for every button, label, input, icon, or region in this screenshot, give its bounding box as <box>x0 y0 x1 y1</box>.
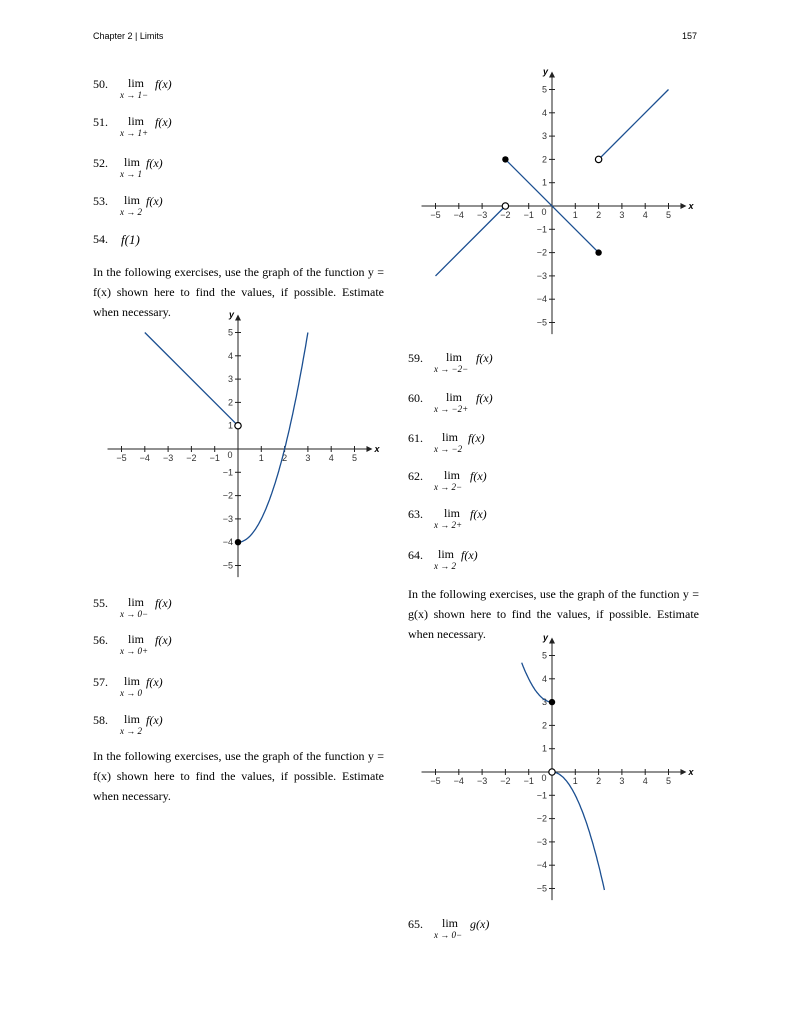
y-tick-label: 4 <box>227 350 233 361</box>
exercise-number: 56. <box>93 633 108 647</box>
y-tick-label: 1 <box>541 177 547 188</box>
lim-subscript: x → 1 <box>120 169 142 179</box>
lim-word: lim <box>128 76 145 90</box>
running-header: Chapter 2 | Limits <box>93 31 164 41</box>
function-expression: f(x) <box>146 713 163 727</box>
x-tick-label: 1 <box>258 453 264 463</box>
function-expression: f(x) <box>476 351 493 365</box>
lim-word: lim <box>128 632 145 646</box>
function-expression: f(1) <box>121 232 140 247</box>
x-tick-label: −4 <box>139 453 150 463</box>
lim-word: lim <box>124 712 141 726</box>
y-tick-label: −1 <box>536 224 547 235</box>
x-tick-label: 0 <box>541 773 547 783</box>
function-expression: f(x) <box>155 633 172 647</box>
lim-subscript: x → 2 <box>120 207 142 217</box>
function-expression: f(x) <box>470 469 487 483</box>
x-tick-label: −2 <box>186 453 197 463</box>
x-tick-label: −5 <box>430 776 441 786</box>
x-tick-label: 5 <box>351 453 358 463</box>
y-tick-label: −3 <box>536 836 547 847</box>
exercise-number: 62. <box>408 469 423 483</box>
function-curve <box>552 772 604 890</box>
y-tick-label: 2 <box>541 720 547 731</box>
axes <box>422 633 695 901</box>
exercise-number: 58. <box>93 713 108 727</box>
y-tick-label: −5 <box>536 883 547 894</box>
y-tick-label: −5 <box>536 317 547 328</box>
exercise-number: 51. <box>93 115 108 129</box>
instruction-paragraph: In the following exercises, use the graph of the function y = f(x) shown here to find the values, if possible. Estimate when necessary. <box>93 265 384 319</box>
x-tick-label: −3 <box>476 210 488 220</box>
exercise-number: 63. <box>408 507 423 521</box>
x-axis-label: x <box>688 201 694 211</box>
y-tick-label: −3 <box>222 513 233 524</box>
lim-subscript: x → −2+ <box>434 404 469 414</box>
function-expression: f(x) <box>476 391 493 405</box>
y-axis-label: y <box>229 309 235 320</box>
x-tick-label: 1 <box>572 210 578 220</box>
exercise-number: 53. <box>93 194 108 208</box>
x-axis-label: x <box>374 444 380 454</box>
y-tick-label: 5 <box>541 84 547 95</box>
function-expression: f(x) <box>146 194 163 208</box>
y-tick-label: 5 <box>541 650 547 661</box>
x-tick-label: 3 <box>619 210 625 220</box>
y-tick-label: 4 <box>541 107 547 118</box>
instruction-paragraph: In the following exercises, use the graph of the function y = f(x) shown here to find the values, if possible. Estimate when necessary. <box>93 749 384 803</box>
x-tick-label: −5 <box>430 210 441 220</box>
lim-word: lim <box>446 350 463 364</box>
lim-subscript: x → −2− <box>434 364 469 374</box>
y-tick-label: −4 <box>536 860 547 871</box>
function-expression: f(x) <box>146 675 163 689</box>
x-tick-label: 4 <box>642 210 648 220</box>
exercise-number: 59. <box>408 351 423 365</box>
function-expression: f(x) <box>155 115 172 129</box>
lim-subscript: x → 0 <box>120 688 142 698</box>
lim-subscript: x → 2 <box>434 561 456 571</box>
lim-subscript: x → 2+ <box>434 520 463 530</box>
lim-subscript: x → 0− <box>434 930 463 940</box>
exercise-number: 65. <box>408 917 423 931</box>
x-tick-label: 4 <box>328 453 334 463</box>
function-expression: f(x) <box>468 431 485 445</box>
exercise-number: 54. <box>93 232 108 246</box>
y-tick-label: 1 <box>541 743 547 754</box>
x-tick-label: 0 <box>541 207 547 217</box>
y-tick-label: 2 <box>541 154 547 165</box>
lim-subscript: x → 1− <box>120 90 149 100</box>
closed-point <box>549 699 555 705</box>
x-tick-label: 4 <box>642 776 648 786</box>
x-tick-label: −5 <box>116 453 127 463</box>
lim-subscript: x → 2− <box>434 482 463 492</box>
lim-subscript: x → 0+ <box>120 646 149 656</box>
instruction-paragraph: In the following exercises, use the graph of the function y = g(x) shown here to find the values, if possible. Estimate when necessary. <box>408 587 699 641</box>
y-tick-label: 5 <box>227 327 233 338</box>
lim-subscript: x → −2 <box>434 444 463 454</box>
x-tick-label: 3 <box>619 776 625 786</box>
y-tick-label: −4 <box>536 294 547 305</box>
y-tick-label: −3 <box>536 270 547 281</box>
y-tick-label: −2 <box>536 813 547 824</box>
function-expression: f(x) <box>470 507 487 521</box>
exercise-number: 57. <box>93 675 108 689</box>
open-point <box>549 769 555 775</box>
x-tick-label: 1 <box>572 776 578 786</box>
exercise-number: 61. <box>408 431 423 445</box>
lim-word: lim <box>128 595 145 609</box>
y-tick-label: 3 <box>541 697 547 708</box>
function-expression: f(x) <box>155 77 172 91</box>
x-tick-label: −2 <box>500 210 511 220</box>
y-tick-label: −2 <box>536 247 547 258</box>
lim-word: lim <box>128 114 145 128</box>
exercise-number: 52. <box>93 156 108 170</box>
function-expression: f(x) <box>461 548 478 562</box>
y-tick-label: −4 <box>222 537 233 548</box>
y-tick-label: 3 <box>541 131 547 142</box>
y-tick-label: 4 <box>541 673 547 684</box>
lim-subscript: x → 1+ <box>120 128 149 138</box>
lim-subscript: x → 2 <box>120 726 142 736</box>
exercise-number: 55. <box>93 596 108 610</box>
lim-subscript: x → 0− <box>120 609 149 619</box>
exercise-number: 64. <box>408 548 423 562</box>
x-tick-label: −4 <box>453 776 464 786</box>
x-tick-label: −3 <box>162 453 174 463</box>
x-arrow-icon <box>680 769 686 775</box>
y-tick-label: 1 <box>227 420 233 431</box>
x-tick-label: 0 <box>227 450 233 460</box>
y-tick-label: −2 <box>222 490 233 501</box>
x-tick-label: −1 <box>209 453 220 463</box>
y-tick-label: −1 <box>536 790 547 801</box>
lim-word: lim <box>446 390 463 404</box>
y-tick-label: 3 <box>227 374 233 385</box>
lim-word: lim <box>444 506 461 520</box>
x-tick-label: −1 <box>523 210 534 220</box>
x-axis-label: x <box>688 767 694 777</box>
x-tick-label: −3 <box>476 776 488 786</box>
lim-word: lim <box>438 547 455 561</box>
y-axis-label: y <box>543 632 549 643</box>
x-tick-label: −2 <box>500 776 511 786</box>
x-tick-label: −4 <box>453 210 464 220</box>
y-tick-label: −5 <box>222 560 233 571</box>
function-curve <box>522 663 552 702</box>
function-expression: f(x) <box>146 156 163 170</box>
lim-word: lim <box>444 468 461 482</box>
x-tick-label: 2 <box>596 210 602 220</box>
exercise-number: 50. <box>93 77 108 91</box>
exercise-number: 60. <box>408 391 423 405</box>
y-axis-label: y <box>543 66 549 77</box>
x-tick-label: 2 <box>282 453 288 463</box>
lim-word: lim <box>124 674 141 688</box>
x-tick-label: 5 <box>665 776 672 786</box>
y-arrow-icon <box>549 638 555 644</box>
function-expression: g(x) <box>470 917 490 931</box>
lim-word: lim <box>124 193 141 207</box>
page-number: 157 <box>682 31 698 41</box>
lim-word: lim <box>442 430 459 444</box>
y-tick-label: −1 <box>222 467 233 478</box>
x-tick-label: −1 <box>523 776 534 786</box>
lim-word: lim <box>442 916 459 930</box>
function-expression: f(x) <box>155 596 172 610</box>
lim-word: lim <box>124 155 141 169</box>
y-tick-label: 2 <box>227 397 233 408</box>
x-tick-label: 3 <box>305 453 311 463</box>
x-tick-label: 2 <box>596 776 602 786</box>
x-tick-label: 5 <box>665 210 672 220</box>
